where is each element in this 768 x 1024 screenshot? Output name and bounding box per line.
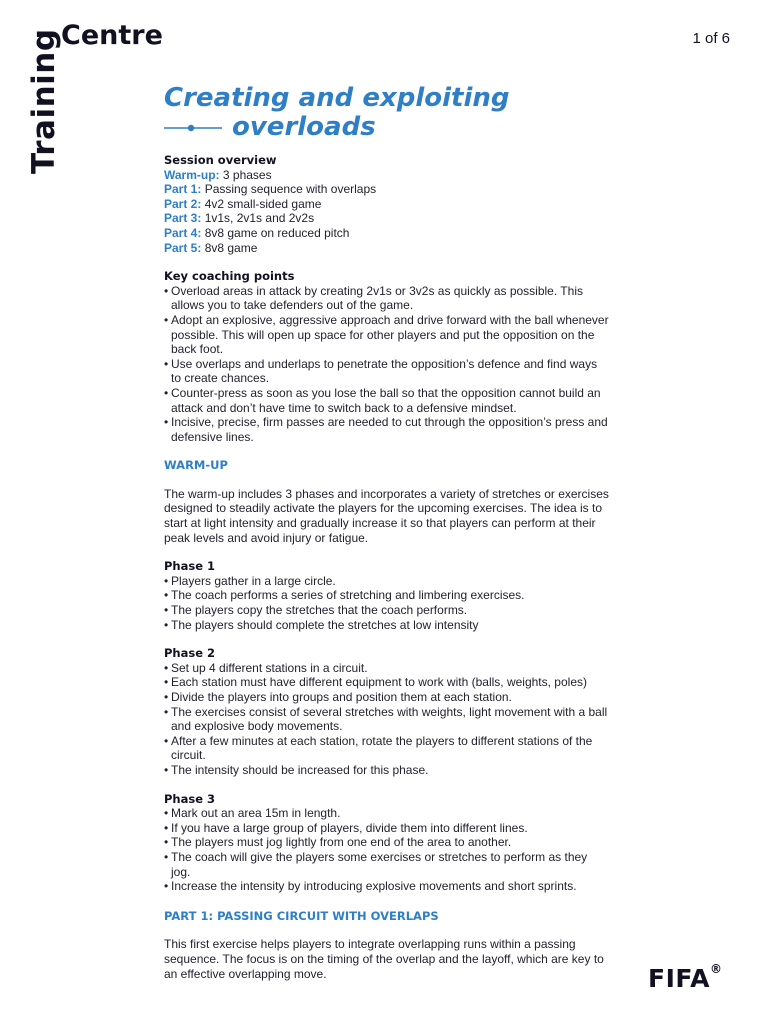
phase2-list [164,661,609,778]
overview-item [164,211,609,226]
phase1-item: • The players should complete the stretches at low intensity [164,618,609,633]
coaching-points-heading: Key coaching points [164,269,295,284]
overview-item [164,168,609,183]
overview-heading: Session overview [164,153,277,167]
logo-centre-text: Centre [61,20,163,51]
warmup-intro: The warm-up includes 3 phases and incorporates a variety of stretches or exercises designed to steadily activate the players for the upcoming exercises. The idea is to start at light intensity and gradually increase it so that players can perform at their peak levels and avoid injury or fatigue. [164,486,609,545]
phase3-item: • The coach will give the players some exercises or stretches to perform as they jog. [164,850,609,879]
phase2-item: • Each station must have different equipment to work with (balls, weights, poles) [164,675,609,690]
coaching-point: • Adopt an explosive, aggressive approach and drive forward with the ball whenever possible. This will open up space for other players and put the opposition on the back foot. [164,313,609,357]
phase3-item: • Increase the intensity by introducing explosive movements and short sprints. [164,879,609,894]
document-body [164,153,609,981]
overview-list [164,168,609,256]
overview-item-text: 3 phases [219,167,272,182]
phase3-item: • Mark out an area 15m in length. [164,806,609,821]
phase3-list [164,806,609,894]
coaching-point: • Counter-press as soon as you lose the ball so that the opposition cannot build an attack and don’t have time to switch back to a defensive mindset. [164,386,609,415]
overview-item [164,241,609,256]
phase3-item: • If you have a large group of players, divide them into different lines. [164,821,609,836]
coaching-points-list [164,284,609,445]
phase2-item: • Set up 4 different stations in a circuit. [164,661,609,676]
overview-item-label: Part 4: [164,225,202,240]
title-line-2: overloads [232,112,376,142]
warmup-heading: WARM-UP [164,458,228,473]
phase2-heading: Phase 2 [164,646,216,661]
overview-item-text: 1v1s, 2v1s and 2v2s [201,211,315,226]
phase3-item: • The players must jog lightly from one end of the area to another. [164,835,609,850]
overview-item-label: Part 2: [164,196,202,211]
title-line-ornament-icon [164,123,224,133]
phase1-heading: Phase 1 [164,559,216,574]
overview-item-text: 8v8 game [201,240,258,255]
phase1-item: • The coach performs a series of stretching and limbering exercises. [164,588,609,603]
coaching-point: • Incisive, precise, firm passes are needed to cut through the opposition’s press and defensive lines. [164,415,609,444]
overview-item-text: 4v2 small-sided game [201,196,322,211]
registered-mark: ® [709,962,723,976]
overview-item-label: Part 3: [164,211,202,226]
overview-item [164,197,609,212]
overview-item-label: Part 1: [164,182,202,197]
overview-item [164,226,609,241]
phase3-heading: Phase 3 [164,791,216,806]
phase1-item: • Players gather in a large circle. [164,574,609,589]
logo-training-text: Training [26,28,62,174]
coaching-point: • Overload areas in attack by creating 2v1s or 3v2s as quickly as possible. This allows you to take defenders out of the game. [164,284,609,313]
fifa-logo-text: FIFA [648,964,710,993]
fifa-logo [648,964,722,993]
phase2-item: • The exercises consist of several stretches with weights, light movement with a ball and explosive body movements. [164,705,609,734]
overview-item-label: Part 5: [164,240,202,255]
phase1-list [164,574,609,632]
phase2-item: • After a few minutes at each station, rotate the players to different stations of the circuit. [164,734,609,763]
phase1-item: • The players copy the stretches that the coach performs. [164,603,609,618]
overview-item-text: Passing sequence with overlaps [201,182,377,197]
part1-heading: PART 1: PASSING CIRCUIT WITH OVERLAPS [164,908,439,923]
overview-item-label: Warm-up: [164,167,220,182]
phase2-item: • Divide the players into groups and position them at each station. [164,690,609,705]
part1-intro: This first exercise helps players to integrate overlapping runs within a passing sequence. The focus is on the timing of the overlap and the layoff, which are key to an effective overlapping move. [164,937,604,981]
overview-item-text: 8v8 game on reduced pitch [201,225,350,240]
page-indicator: 1 of 6 [692,30,730,47]
document-title [164,84,509,142]
overview-item [164,182,609,197]
coaching-point: • Use overlaps and underlaps to penetrate the opposition’s defence and find ways to create chances. [164,357,609,386]
phase2-item: • The intensity should be increased for this phase. [164,763,609,778]
title-line-1: Creating and exploiting [164,83,510,113]
